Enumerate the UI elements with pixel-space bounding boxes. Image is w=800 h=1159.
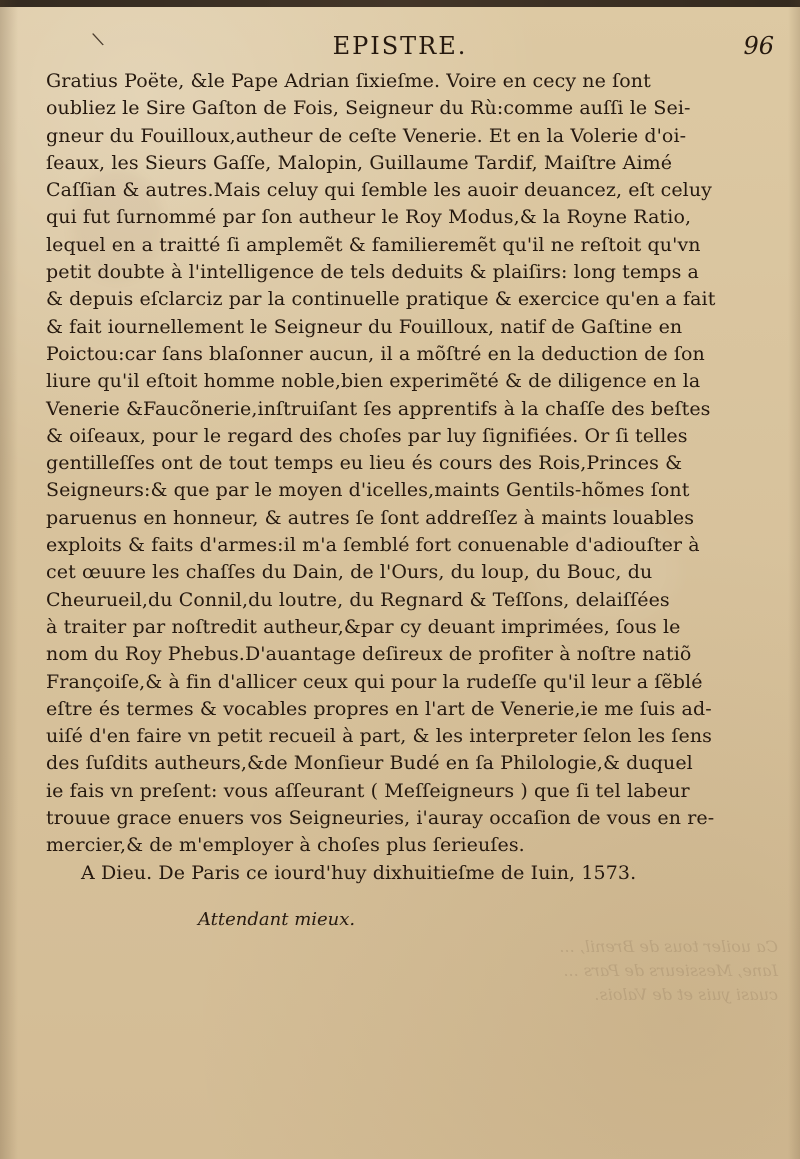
show-through-line: Iane, Messieurs de Pars ... bbox=[563, 961, 778, 980]
text-line: Gratius Poëte, &le Pape Adrian ſixieſme. Voire en cecy ne ſont bbox=[46, 70, 651, 92]
text-line: Seigneurs:& que par le moyen d'icelles,maints Gentils-hõmes ſont bbox=[46, 479, 690, 502]
text-line: Venerie &Faucõnerie,inſtruiſant ſes apprentifs à la chaſſe des beſtes bbox=[46, 397, 711, 420]
page-header bbox=[0, 32, 800, 66]
text-line: & fait iournellement le Seigneur du Fouilloux, natif de Gaſtine en bbox=[46, 315, 683, 338]
text-line: exploits & faits d'armes:il m'a ſemblé fort conuenable d'adiouſter à bbox=[46, 534, 700, 557]
text-line: mercier,& de m'employer à choſes plus ſerieuſes. bbox=[46, 834, 525, 857]
running-title: EPISTRE. bbox=[332, 32, 468, 60]
signoff-motto: Attendant mieux. bbox=[198, 909, 356, 930]
text-line: Cheurueil,du Connil,du loutre, du Regnard & Teſſons, delaiſſées bbox=[46, 588, 670, 611]
text-line: Poictou:car ſans blaſonner aucun, il a mõſtré en la deduction de ſon bbox=[46, 342, 705, 365]
show-through-text bbox=[458, 935, 778, 1025]
text-line: eſtre és termes & vocables propres en l'art de Venerie,ie me ſuis ad- bbox=[46, 697, 712, 720]
text-line: ſeaux, les Sieurs Gaſſe, Malopin, Guillaume Tardif, Maiſtre Aimé bbox=[46, 151, 673, 174]
text-line: Françoiſe,& à fin d'allicer ceux qui pour la rudeſſe qu'il leur a ſẽblé bbox=[46, 670, 703, 693]
closing-line: A Dieu. De Paris ce iourd'huy dixhuitieſme de Iuin, 1573. bbox=[81, 861, 637, 884]
text-line: gneur du Fouilloux,autheur de ceſte Venerie. Et en la Volerie d'oi- bbox=[46, 124, 687, 147]
text-line: & oiſeaux, pour le regard des choſes par luy ſignifiées. Or ſi telles bbox=[46, 424, 688, 447]
text-line: nom du Roy Phebus.D'auantage deſireux de profiter à noſtre natiõ bbox=[46, 643, 692, 666]
text-line: paruenus en honneur, & autres ſe ſont addreſſez à maints louables bbox=[46, 506, 695, 529]
text-line: lequel en a traitté ſi amplemẽt & familieremẽt qu'il ne reſtoit qu'vn bbox=[46, 233, 701, 256]
text-line: qui fut ſurnommé par ſon autheur le Roy Modus,& la Royne Ratio, bbox=[46, 206, 692, 229]
right-page-shadow bbox=[788, 0, 800, 1159]
text-line: des ſuſdits autheurs,&de Monſieur Budé en ſa Philologie,& duquel bbox=[46, 752, 693, 775]
text-line: oubliez le Sire Gaſton de Fois, Seigneur du Rù:comme auſſi le Sei- bbox=[46, 97, 691, 120]
text-line: uiſé d'en faire vn petit recueil à part, & les interpreter ſelon les ſens bbox=[46, 725, 713, 748]
text-line: petit doubte à l'intelligence de tels deduits & plaiſirs: long temps a bbox=[46, 261, 699, 284]
text-line: trouue grace enuers vos Seigneuries, i'auray occaſion de vous en re- bbox=[46, 807, 715, 830]
left-page-shadow bbox=[0, 0, 18, 1159]
text-line: ie fais vn preſent: vous aſſeurant ( Meſſeigneurs ) que ſi tel labeur bbox=[46, 779, 690, 802]
text-line: & depuis eſclarciz par la continuelle pratique & exercice qu'en a fait bbox=[46, 288, 716, 311]
text-line: Caſſian & autres.Mais celuy qui ſemble les auoir deuancez, eſt celuy bbox=[46, 179, 713, 202]
text-line: cet œuure les chaſſes du Dain, de l'Ours, du loup, du Bouc, du bbox=[46, 561, 653, 584]
text-line: gentilleſſes ont de tout temps eu lieu és cours des Rois,Princes & bbox=[46, 452, 683, 475]
corner-mark: \ bbox=[90, 28, 106, 51]
show-through-line: cuasi yuis et de Valois. bbox=[594, 985, 778, 1004]
text-line: à traiter par noſtredit autheur,&par cy deuant imprimées, ſous le bbox=[46, 615, 681, 638]
text-line: liure qu'il eſtoit homme noble,bien experimẽté & de diligence en la bbox=[46, 370, 701, 393]
top-rule bbox=[0, 0, 800, 7]
folio-number: 96 bbox=[743, 32, 774, 60]
show-through-line: Ca uoiler tous de Brenil, ... bbox=[559, 937, 778, 956]
epistle-text bbox=[46, 68, 736, 887]
